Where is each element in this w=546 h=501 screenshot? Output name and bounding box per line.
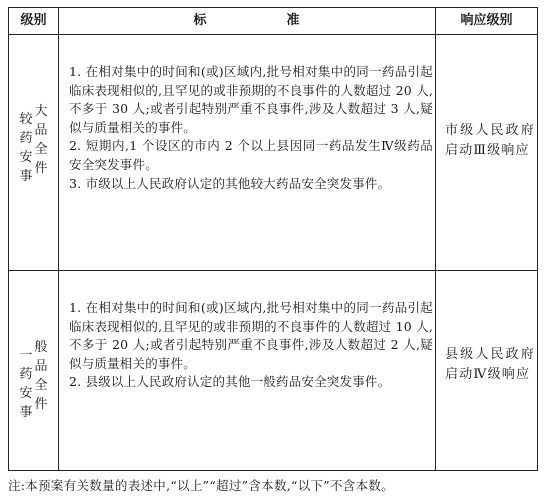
header-standard-char-2: 准 (286, 13, 300, 28)
row-1-response: 市级人民政府启动Ⅲ级响应 (445, 123, 535, 158)
header-divider (9, 34, 537, 35)
row-2-response: 县级人民政府启动Ⅳ级响应 (445, 347, 535, 382)
column-divider (58, 8, 59, 470)
header-level: 级别 (20, 13, 47, 28)
row-1-standard-item-3: 3. 市级以上人民政府认定的其他较大药品安全突发事件。 (69, 175, 391, 191)
row-2-level-col1: 一药安事 (19, 348, 33, 420)
row-2-standard-item-2: 2. 县级以上人民政府认定的其他一般药品安全突发事件。 (69, 374, 391, 390)
header-standard (58, 8, 435, 34)
column-divider (435, 8, 436, 470)
row-1-level-col2: 大品全件 (34, 104, 48, 176)
row-2-standard-item-1: 1. 在相对集中的时间和(或)区域内,批号相对集中的同一药品引起临床表现相似的,且罕见的或非预期的不良事件的人数超过 10 人,不多于 20 人;或者引起特别严重不良事件,涉及人数超过 2 人,疑似与质量相关的事件。 (69, 300, 433, 371)
row-1-level-col1: 较药安事 (19, 112, 33, 184)
row-1-standard (69, 63, 433, 193)
row-1-standard-item-2: 2. 短期内,1 个设区的市内 2 个以上县因同一药品发生Ⅳ级药品安全突发事件。 (69, 138, 433, 172)
row-2-level (9, 340, 58, 426)
row-2-level-col2: 般品全件 (34, 340, 48, 412)
row-2-standard (69, 299, 433, 392)
row-1-standard-item-1: 1. 在相对集中的时间和(或)区域内,批号相对集中的同一药品引起临床表现相似的,且罕见的或非预期的不良事件的人数超过 20 人,不多于 30 人;或者引起特别严重不良事件,涉及人数超过 3 人,疑似与质量相关的事件。 (69, 64, 433, 135)
incident-level-table (8, 7, 538, 471)
footnote: 注:本预案有关数量的表述中,“以上”“超过”含本数,“以下”不含本数。 (8, 478, 395, 493)
header-standard-char-1: 标 (193, 13, 207, 28)
header-response: 响应级别 (460, 13, 513, 28)
row-1-level (9, 104, 58, 190)
row-divider (9, 270, 537, 271)
